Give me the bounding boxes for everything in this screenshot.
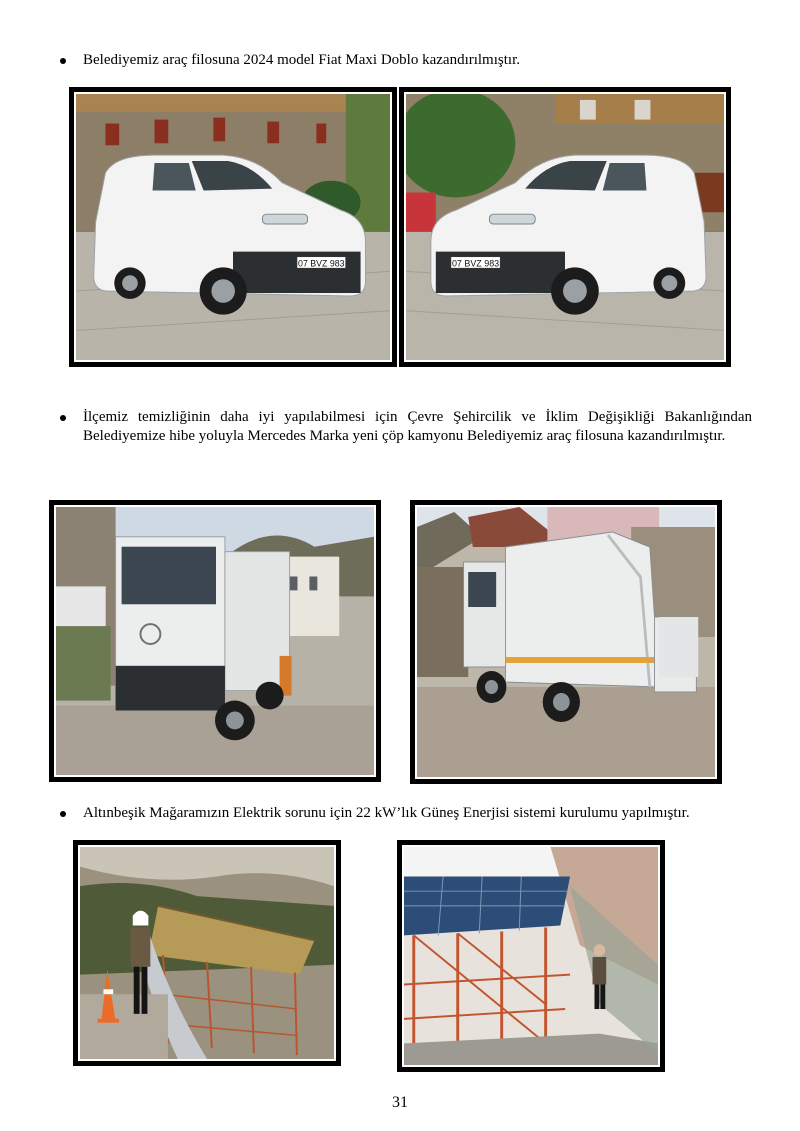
- photo-solar-installation-with-person: [73, 840, 341, 1066]
- solar-illustration: [404, 847, 658, 1065]
- photo-garbage-truck-side: [410, 500, 722, 784]
- bullet-icon: [60, 811, 66, 817]
- bullet-item-garbage-truck: [60, 408, 752, 446]
- photo-van-front-left: [69, 87, 397, 367]
- bullet-item-fleet-van: [60, 51, 752, 70]
- page-number: 31: [392, 1094, 408, 1111]
- truck-illustration: [417, 507, 715, 777]
- van-illustration: [406, 94, 724, 360]
- van-illustration: [76, 94, 390, 360]
- bullet-text: Belediyemiz araç filosuna 2024 model Fiat Maxi Doblo kazandırılmıştır.: [83, 52, 520, 68]
- photo-solar-panel-structure: [397, 840, 665, 1072]
- bullet-text: Altınbeşik Mağaramızın Elektrik sorunu için 22 kW’lık Güneş Enerjisi sistemi kurulumu yapılmıştır.: [83, 805, 690, 821]
- license-plate-text: 07 BVZ 983: [451, 258, 500, 269]
- license-plate-text: 07 BVZ 983: [298, 258, 345, 269]
- bullet-text: İlçemiz temizliğinin daha iyi yapılabilmesi için Çevre Şehircilik ve İklim Değişikliği Bakanlığından Belediyemize hibe yoluyla Mercedes Marka yeni çöp kamyonu Belediyemiz araç filosuna kazandırılmıştır.: [83, 409, 752, 444]
- bullet-item-solar-energy: [60, 804, 752, 823]
- bullet-icon: [60, 58, 66, 64]
- bullet-icon: [60, 415, 66, 421]
- solar-illustration: [80, 847, 334, 1059]
- truck-illustration: [56, 507, 374, 775]
- photo-garbage-truck-front: [49, 500, 381, 782]
- photo-van-front-right: [399, 87, 731, 367]
